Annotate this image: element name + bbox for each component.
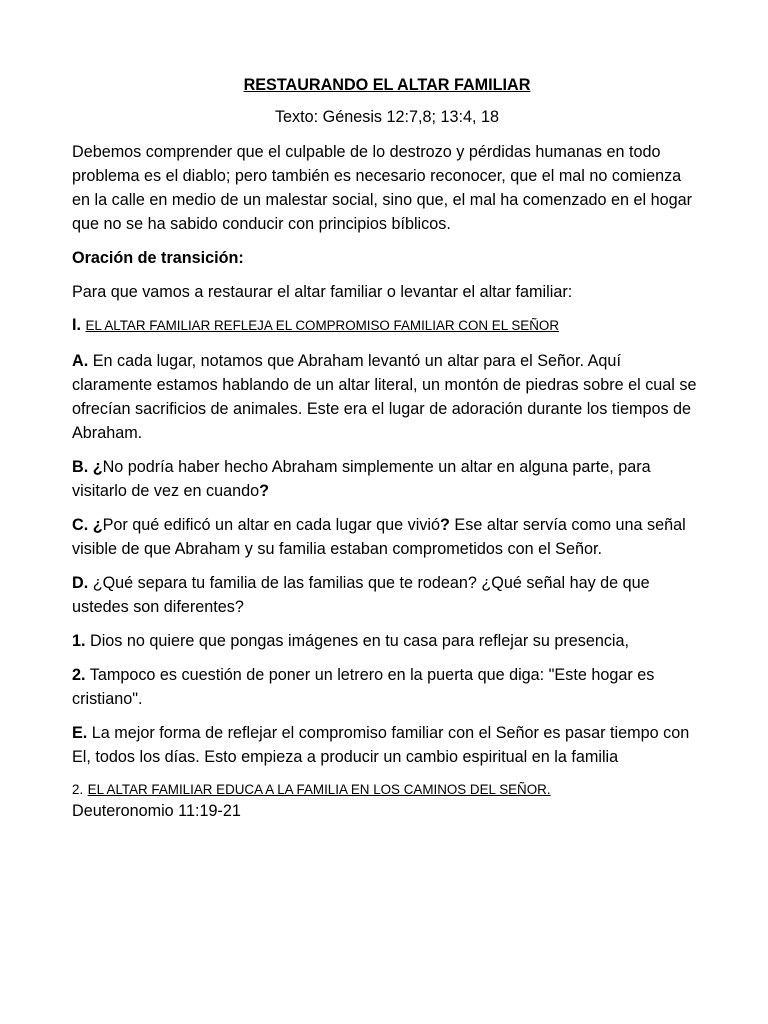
point-text: Por qué edificó un altar en cada lugar que vivió (102, 516, 441, 534)
question-close: ? (440, 516, 450, 534)
question-open: ¿ (92, 516, 103, 534)
transition-text: Para que vamos a restaurar el altar familiar o levantar el altar familiar: (72, 283, 573, 301)
section2-reference: Deuteronomio 11:19-21 (72, 802, 241, 820)
section1-title: EL ALTAR FAMILIAR REFLEJA EL COMPROMISO FAMILIAR CON EL SEÑOR (85, 318, 559, 333)
section2-number: 2. (72, 782, 84, 797)
point-d (72, 571, 702, 619)
document-page (72, 74, 702, 822)
scripture-text: Texto: Génesis 12:7,8; 13:4, 18 (274, 108, 500, 126)
point-b (72, 455, 702, 503)
point-text: ¿Qué separa tu familia de las familias que te rodean? ¿Qué señal hay de que ustedes son diferentes? (72, 574, 650, 616)
point-marker: A. (72, 352, 89, 370)
point-1 (72, 629, 702, 653)
section2-title: EL ALTAR FAMILIAR EDUCA A LA FAMILIA EN LOS CAMINOS DEL SEÑOR. (87, 782, 551, 797)
point-marker: C. (72, 516, 89, 534)
transition-heading: Oración de transición: (72, 249, 244, 267)
point-text: No podría haber hecho Abraham simplemente un altar en alguna parte, para visitarlo de vez en cuando (72, 458, 651, 500)
section1-heading (72, 314, 702, 337)
point-text: Tampoco es cuestión de poner un letrero en la puerta que diga: "Este hogar es cristiano". (72, 666, 655, 708)
point-a (72, 349, 702, 445)
document-title: RESTAURANDO EL ALTAR FAMILIAR (243, 76, 531, 94)
point-marker: 2. (72, 666, 86, 684)
point-2 (72, 663, 702, 711)
point-marker: D. (72, 574, 89, 592)
question-close: ? (259, 482, 270, 500)
point-c (72, 513, 702, 561)
intro-paragraph: Debemos comprender que el culpable de lo destrozo y pérdidas humanas en todo problema es el diablo; pero también es necesario reconocer, que el mal no comienza en la calle en medio de un malestar social, sino que, el mal ha comenzado en el hogar que no se ha sabido conducir con principios bíblicos. (72, 143, 692, 233)
section1-number: I. (72, 316, 81, 334)
point-text: En cada lugar, notamos que Abraham levantó un altar para el Señor. Aquí claramente estamos hablando de un altar literal, un montón de piedras sobre el cual se ofrecían sacrificios de animales. Este era el lugar de adoración durante los tiempos de Abraham. (72, 352, 697, 442)
section2-heading (72, 779, 702, 800)
point-marker: 1. (72, 632, 86, 650)
point-text: La mejor forma de reflejar el compromiso familiar con el Señor es pasar tiempo con El, todos los días. Esto empieza a producir un cambio espiritual en la familia (72, 724, 690, 766)
point-marker: B. (72, 458, 89, 476)
question-open: ¿ (92, 458, 103, 476)
point-marker: E. (72, 724, 88, 742)
point-text-after: Ese altar servía como una señal visible de que Abraham y su familia estaban comprometidos con el Señor. (72, 516, 686, 558)
point-text: Dios no quiere que pongas imágenes en tu casa para reflejar su presencia, (90, 632, 630, 650)
point-e (72, 721, 702, 769)
